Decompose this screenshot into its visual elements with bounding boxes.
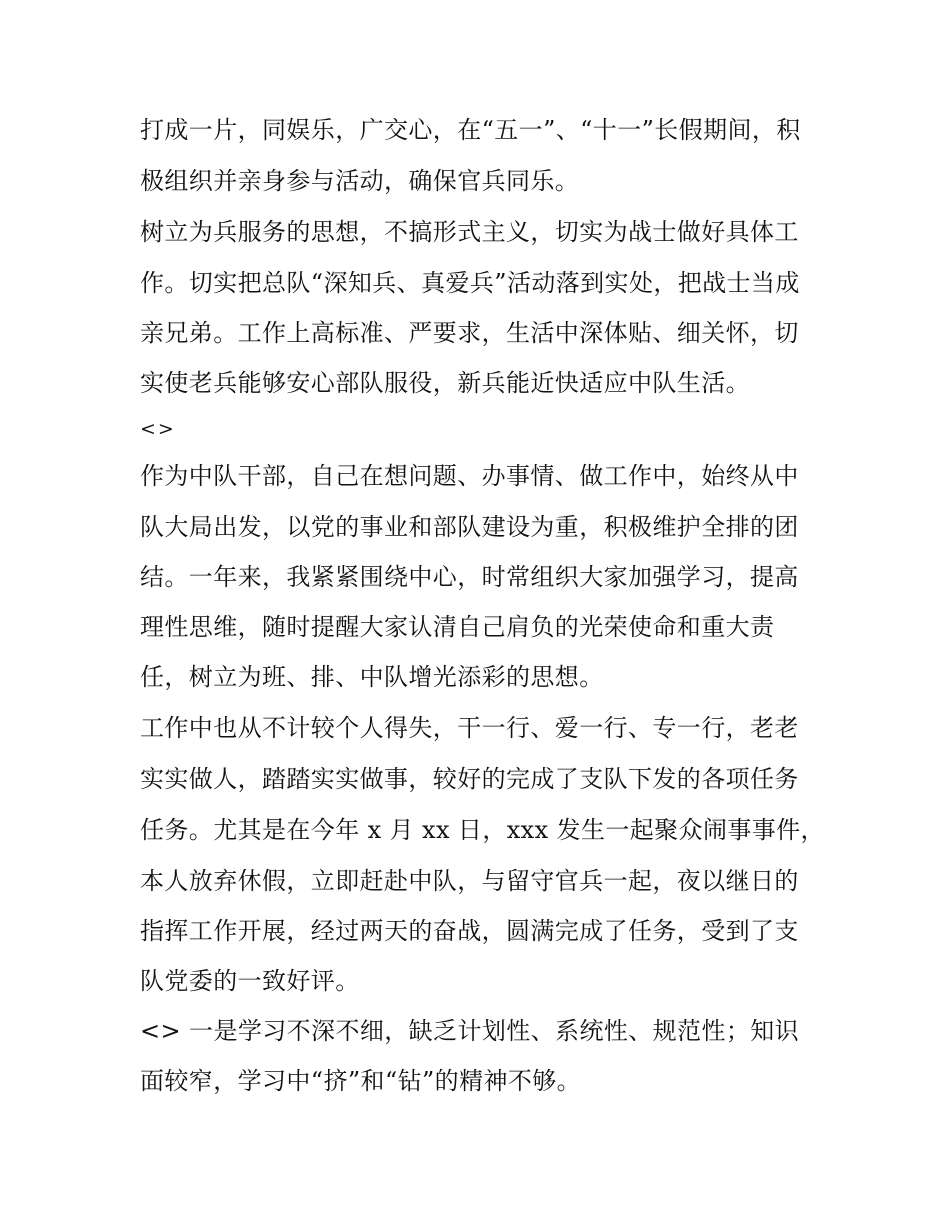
text-line: 任务。尤其是在今年 x 月 xx 日，xxx 发生一起聚众闹事事件， <box>140 816 825 844</box>
text-line: 打成一片，同娱乐，广交心，在“五一”、“十一”长假期间，积 <box>140 116 801 144</box>
text-line: 树立为兵服务的思想，不搞形式主义，切实为战士做好具体工 <box>140 218 799 246</box>
text-line: 结。一年来，我紧紧围绕中心，时常组织大家加强学习，提高 <box>140 563 799 591</box>
text-line: 面较窄，学习中“挤”和“钻”的精神不够。 <box>140 1067 582 1095</box>
text-line: 任，树立为班、排、中队增光添彩的思想。 <box>140 663 604 691</box>
text-line: 亲兄弟。工作上高标准、严要求，生活中深体贴、细关怀，切 <box>140 319 799 347</box>
text-line: 作为中队干部，自己在想问题、办事情、做工作中，始终从中 <box>140 462 799 490</box>
text-line: 指挥工作开展，经过两天的奋战，圆满完成了任务，受到了支 <box>140 917 799 945</box>
section-marker: <> <box>140 418 176 440</box>
text-line: 作。切实把总队“深知兵、真爱兵”活动落到实处，把战士当成 <box>140 269 800 297</box>
text-line: 理性思维，随时提醒大家认清自己肩负的光荣使命和重大责 <box>140 613 775 641</box>
text-line: 实使老兵能够安心部队服役，新兵能近快适应中队生活。 <box>140 369 750 397</box>
text-line: 极组织并亲身参与活动，确保官兵同乐。 <box>140 167 580 195</box>
text-line: 队大局出发，以党的事业和部队建设为重，积极维护全排的团 <box>140 513 799 541</box>
text-line: 实实做人，踏踏实实做事，较好的完成了支队下发的各项任务 <box>140 765 799 793</box>
text-line: 工作中也从不计较个人得失，干一行、爱一行、专一行，老老 <box>140 714 799 742</box>
text-line: 队党委的一致好评。 <box>140 967 360 995</box>
text-line: 本人放弃休假，立即赶赴中队，与留守官兵一起，夜以继日的 <box>140 867 799 895</box>
text-line: <> 一是学习不深不细，缺乏计划性、系统性、规范性；知识 <box>140 1017 800 1045</box>
